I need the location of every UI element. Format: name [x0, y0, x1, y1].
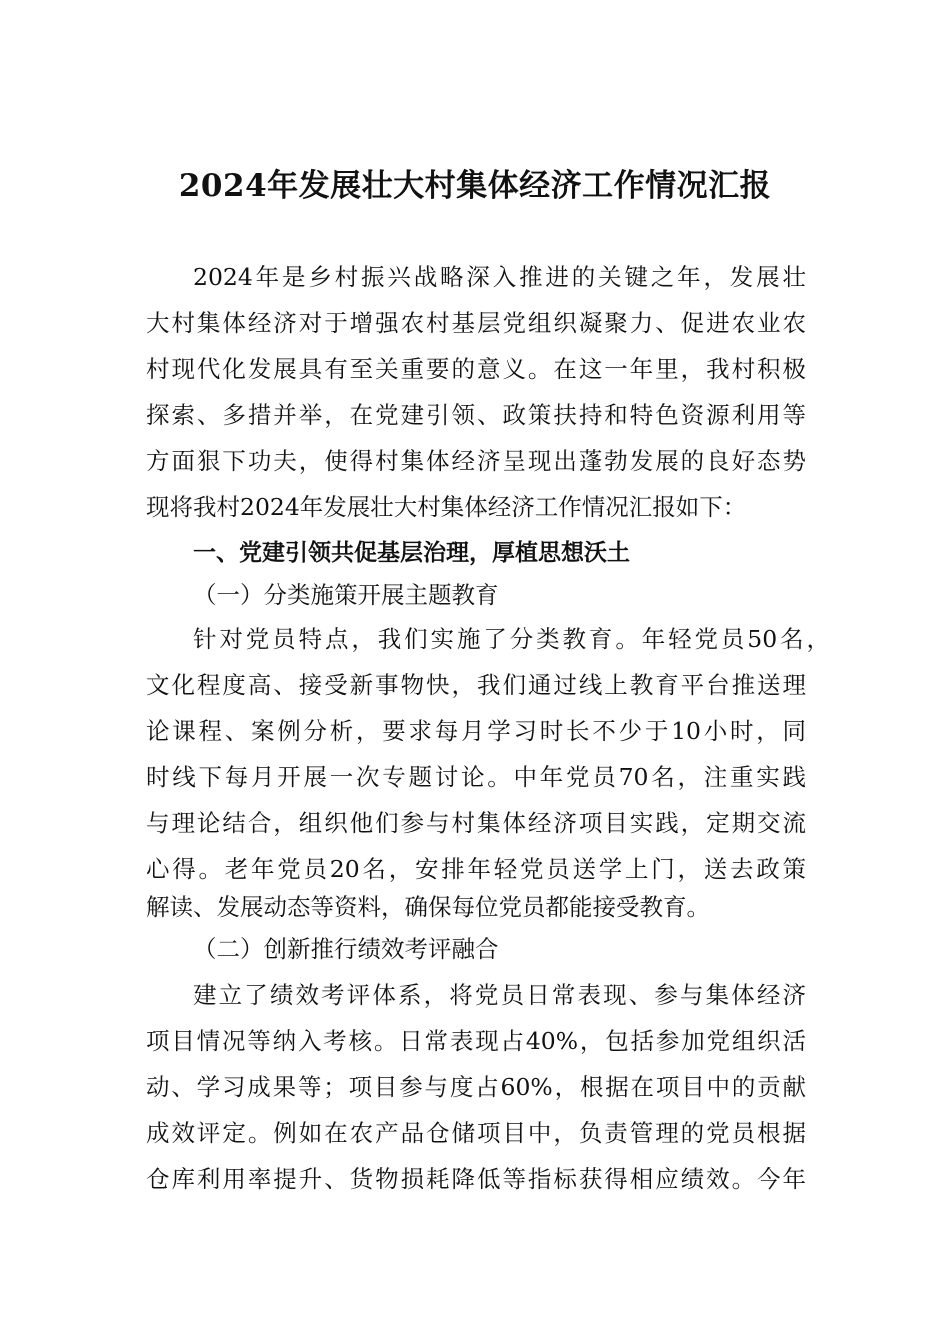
paragraph-line: 方面狠下功夫，使得村集体经济呈现出蓬勃发展的良好态势 [146, 447, 806, 475]
paragraph-line: 心得。老年党员20名，安排年轻党员送学上门，送去政策 [146, 855, 806, 883]
paragraph-line: 大村集体经济对于增强农村基层党组织凝聚力、促进农业农 [146, 309, 806, 337]
paragraph-line: 文化程度高、接受新事物快，我们通过线上教育平台推送理 [146, 671, 806, 699]
paragraph-line: 动、学习成果等；项目参与度占60%，根据在项目中的贡献 [146, 1073, 806, 1101]
paragraph-line: 与理论结合，组织他们参与村集体经济项目实践，定期交流 [146, 809, 806, 837]
paragraph-line: 时线下每月开展一次专题讨论。中年党员70名，注重实践 [146, 763, 806, 791]
paragraph-line: 建立了绩效考评体系，将党员日常表现、参与集体经济 [193, 981, 806, 1009]
section-heading: 一、党建引领共促基层治理，厚植思想沃土 [193, 540, 630, 566]
paragraph-line: 成效评定。例如在农产品仓储项目中，负责管理的党员根据 [146, 1119, 806, 1147]
paragraph-line: 仓库利用率提升、货物损耗降低等指标获得相应绩效。今年 [146, 1165, 806, 1193]
paragraph-line: 项目情况等纳入考核。日常表现占40%，包括参加党组织活 [146, 1027, 806, 1055]
paragraph-line: 论课程、案例分析，要求每月学习时长不少于10小时，同 [146, 717, 806, 745]
paragraph-line: 2024年是乡村振兴战略深入推进的关键之年，发展壮 [193, 263, 806, 291]
paragraph-line: 探索、多措并举，在党建引领、政策扶持和特色资源利用等 [146, 401, 806, 429]
paragraph-line: 现将我村2024年发展壮大村集体经济工作情况汇报如下： [146, 493, 747, 521]
paragraph-line: 解读、发展动态等资料，确保每位党员都能接受教育。 [146, 893, 710, 921]
document-title: 2024年发展壮大村集体经济工作情况汇报 [178, 168, 772, 204]
paragraph-line: 针对党员特点，我们实施了分类教育。年轻党员50名， [193, 625, 830, 653]
subsection-heading: （一）分类施策开展主题教育 [193, 581, 499, 609]
paragraph-line: 村现代化发展具有至关重要的意义。在这一年里，我村积极 [146, 355, 806, 383]
subsection-heading: （二）创新推行绩效考评融合 [193, 935, 499, 963]
